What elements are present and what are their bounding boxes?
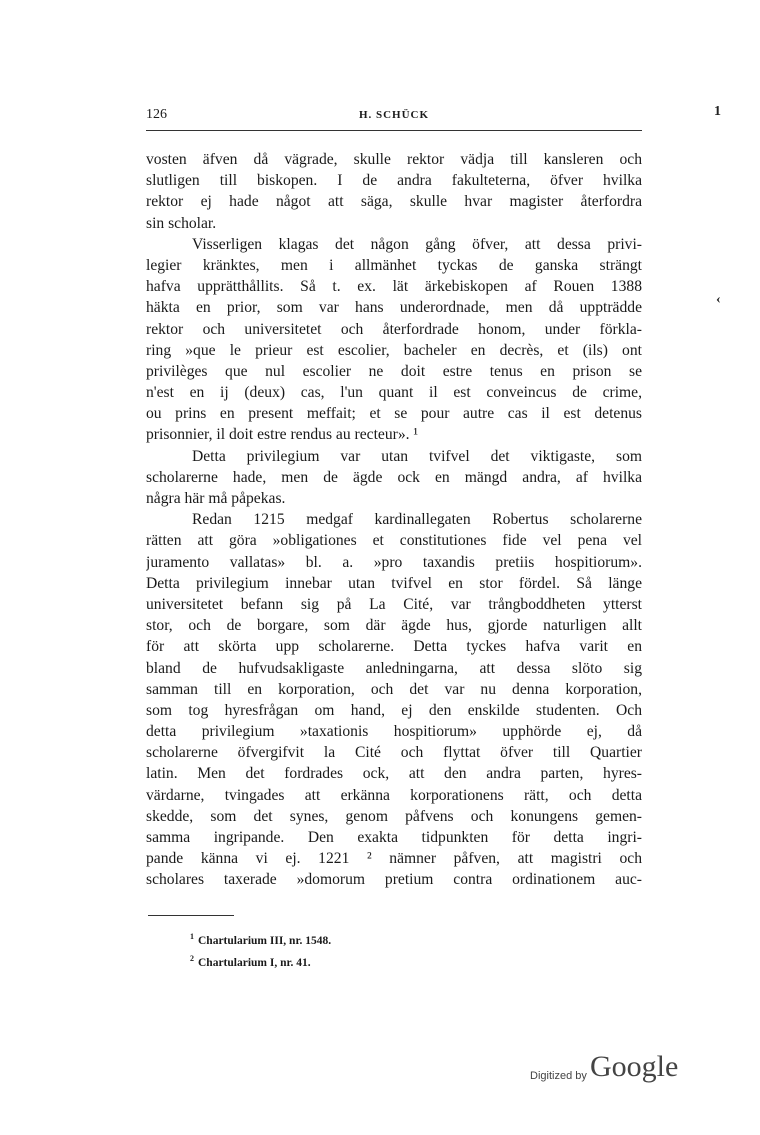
text-line: rektor och universitetet och återfordrade honom, under förkla-: [146, 320, 642, 338]
text-line: universitetet befann sig på La Cité, var trångboddheten ytterst: [146, 595, 642, 613]
text-line: samma ingripande. Den exakta tidpunkten för detta ingri-: [146, 829, 642, 846]
margin-mark-top: 1: [714, 104, 721, 119]
text-line: ring »que le prieur est escolier, bacheler en decrès, et (ils) ont: [146, 341, 642, 359]
text-line: vosten äfven då vägrade, skulle rektor vädja till kansleren och: [146, 151, 642, 168]
text-line: privilèges que nul escolier ne doit estre tenus en prison se: [146, 362, 642, 380]
footnotes: [190, 928, 590, 972]
page-number: 126: [146, 107, 167, 122]
text-line: sin scholar.: [146, 214, 217, 232]
text-line: scholarerne öfvergifvit la Cité och flyttat öfver till Quartier: [146, 744, 642, 762]
watermark-prefix: Digitized by: [530, 1070, 587, 1082]
text-line: latin. Men det fordrades ock, att den andra parten, hyres-: [146, 765, 642, 783]
digitized-watermark: [530, 1050, 690, 1090]
text-line: stor, och de borgare, som där ägde hus, gjorde naturligen allt: [146, 617, 642, 635]
running-head: H. SCHÜCK: [358, 109, 430, 121]
text-line: häkta en prior, som var hans underordnade, men då uppträdde: [146, 299, 642, 317]
footnote-rule: [148, 915, 234, 916]
text-line: Detta privilegium var utan tvifvel det viktigaste, som: [192, 447, 642, 465]
footnote: [190, 928, 590, 950]
text-line: ou prins en present meffait; et se pour autre cas il est detenus: [146, 405, 642, 423]
google-logo: Google: [590, 1050, 679, 1083]
text-line: n'est en ij (deux) cas, l'un quant il est conveincus de crime,: [146, 384, 642, 402]
footnote-marker: 2: [190, 953, 194, 963]
text-line: rektor ej hade något att säga, skulle hvar magister återfordra: [146, 193, 642, 211]
text-line: några här må påpekas.: [146, 490, 286, 507]
text-line: bland de hufvudsakligaste anledningarna, att dessa slöto sig: [146, 659, 642, 677]
text-line: rätten att göra »obligationes et constitutiones fide vel pena vel: [146, 532, 642, 550]
text-line: pande känna vi ej. 1221 ² nämner påfven, att magistri och: [146, 850, 642, 868]
margin-mark-mid: ‹: [716, 292, 721, 307]
text-line: juramento vallatas» bl. a. »pro taxandis pretiis hospitiorum».: [146, 553, 642, 571]
text-line: för att skörta upp scholarerne. Detta tyckes hafva varit en: [146, 638, 642, 656]
footnote-marker: 1: [190, 932, 194, 941]
text-line: värdarne, tvingades att erkänna korporationens rätt, och detta: [146, 786, 642, 804]
text-line: skedde, som det synes, genom påfvens och konungens gemen-: [146, 807, 642, 825]
text-line: hafva upprätthållits. Så t. ex. lät ärkebiskopen af Rouen 1388: [146, 278, 642, 296]
text-line: prisonnier, il doit estre rendus au recteur». ¹: [146, 426, 419, 444]
header-rule: [146, 130, 642, 131]
text-line: detta privilegium »taxationis hospitiorum» upphörde ej, då: [146, 723, 642, 741]
text-line: Detta privilegium innebar utan tvifvel en stor fördel. Så länge: [146, 574, 642, 592]
page-header: [146, 105, 642, 127]
text-line: slutligen till biskopen. I de andra fakulteterna, öfver hvilka: [146, 172, 642, 190]
footnote-text: Chartularium III, nr. 1548.: [198, 934, 332, 947]
text-line: scholarerne hade, men de ägde ock en mängd andra, af hvilka: [146, 468, 642, 486]
body-text: [146, 149, 642, 891]
text-line: Redan 1215 medgaf kardinallegaten Robertus scholarerne: [192, 511, 642, 529]
text-line: som tog hyresfrågan om hand, ej den enskilde studenten. Och: [146, 701, 642, 719]
footnote-text: Chartularium I, nr. 41.: [198, 956, 311, 969]
footnote: [190, 950, 590, 972]
text-line: Visserligen klagas det någon gång öfver, att dessa privi-: [192, 235, 642, 253]
text-line: samman till en korporation, och det var nu denna korporation,: [146, 680, 642, 698]
text-line: scholares taxerade »domorum pretium contra ordinationem auc-: [146, 871, 642, 889]
text-line: legier kränktes, men i allmänhet tyckas de ganska strängt: [146, 256, 642, 274]
